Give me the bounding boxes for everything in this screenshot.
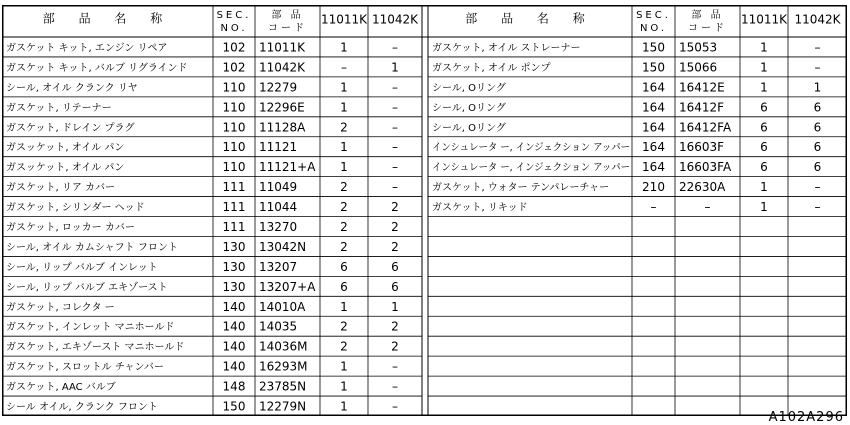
table-header — [43, 8, 842, 34]
qty-11042k: 2 — [391, 200, 399, 215]
table-row — [6, 220, 399, 234]
header-part-code: 部 品 — [271, 10, 304, 21]
table-row — [432, 120, 821, 134]
part-name: ガスケット, オイル ストレーナー — [432, 42, 581, 54]
header-part-name: 部 品 名 称 — [42, 11, 173, 26]
figure-code: A102A296 — [768, 410, 844, 425]
qty-11042k: – — [392, 80, 398, 95]
part-code: 11011K — [259, 40, 306, 55]
sec-number: 110 — [222, 80, 246, 95]
sec-number: – — [650, 200, 657, 215]
sec-number: 110 — [222, 160, 246, 175]
part-code: 11121+A — [259, 160, 316, 175]
qty-11042k: – — [814, 180, 821, 195]
part-code: 16603FA — [679, 160, 732, 175]
qty-11042k: – — [392, 40, 398, 55]
table-row — [6, 120, 398, 134]
part-code: 13270 — [259, 220, 298, 234]
sec-number: 164 — [642, 80, 665, 95]
sec-number: 102 — [222, 60, 246, 75]
sec-number: 164 — [642, 160, 665, 175]
part-code: 11044 — [259, 200, 298, 215]
parts-table — [2, 5, 847, 416]
qty-11011k: 6 — [760, 100, 768, 115]
header-sec: SEC. — [636, 10, 671, 21]
qty-11042k: – — [392, 379, 398, 394]
qty-11011k: 2 — [340, 239, 348, 254]
part-code: 13042N — [259, 239, 307, 254]
part-code: 23785N — [259, 379, 307, 394]
header-part-code: コード — [268, 23, 307, 34]
sec-number: 111 — [222, 220, 246, 234]
part-name: ガスケット, リテーナー — [6, 102, 112, 114]
part-code: 14036M — [259, 339, 308, 354]
table-row — [6, 100, 398, 114]
part-code: 15066 — [679, 60, 718, 75]
qty-11042k: 2 — [391, 319, 399, 334]
sec-number: 110 — [222, 100, 246, 115]
sec-number: 130 — [222, 259, 246, 274]
part-name: ガスケット キット, エンジン リペア — [6, 42, 168, 54]
qty-11011k: 6 — [340, 279, 348, 294]
qty-11042k: 2 — [391, 220, 399, 234]
part-code: 12296E — [259, 100, 305, 115]
header-part-code: コード — [688, 23, 727, 34]
header-model-11011k: 11011K — [320, 12, 368, 27]
qty-11011k: 1 — [340, 299, 348, 314]
part-code: 16293M — [259, 359, 308, 374]
part-name: ガスケット, AAC バルブ — [6, 382, 116, 394]
table-row — [432, 80, 821, 94]
sec-number: 111 — [222, 200, 246, 215]
part-name: ガスケット, エキゾースト マニホールド — [6, 342, 185, 354]
sec-number: 130 — [222, 239, 246, 254]
qty-11011k: 1 — [340, 379, 348, 394]
part-code: 16412E — [679, 80, 725, 95]
qty-11011k: 1 — [340, 359, 348, 374]
table-row — [432, 40, 821, 54]
part-name: ガスケット, スロットル チャンバー — [6, 362, 164, 374]
table-row — [432, 180, 821, 194]
part-code: 12279 — [259, 80, 298, 95]
table-row — [6, 360, 398, 374]
sec-number: 111 — [222, 180, 246, 195]
table-row — [6, 200, 399, 214]
part-code: 11042K — [259, 60, 306, 75]
part-code: – — [704, 200, 711, 215]
qty-11042k: – — [392, 100, 398, 115]
part-code: 22630A — [679, 180, 726, 195]
part-code: 11121 — [259, 140, 298, 155]
table-body — [6, 40, 821, 413]
sec-number: 210 — [642, 180, 665, 195]
qty-11042k: – — [814, 40, 821, 55]
part-name: ガスケット, リア カバー — [6, 182, 116, 194]
header-part-code: 部 品 — [691, 10, 724, 21]
part-code: 16603F — [679, 140, 725, 155]
sec-number: 150 — [222, 399, 246, 414]
qty-11011k: 1 — [340, 100, 348, 115]
qty-11011k: 1 — [340, 140, 348, 155]
qty-11011k: 2 — [340, 220, 348, 234]
qty-11042k: 6 — [813, 160, 822, 175]
part-name: ガスケット, インレット マニホールド — [6, 322, 175, 334]
qty-11042k: – — [814, 60, 821, 75]
part-name: インシュレータ ー, インジェクション アッパー — [432, 142, 643, 154]
qty-11011k: 1 — [340, 160, 348, 175]
header-sec: SEC. — [216, 10, 252, 21]
table-row — [6, 140, 398, 154]
qty-11011k: – — [341, 60, 347, 75]
table-row — [432, 100, 821, 114]
qty-11042k: 6 — [813, 100, 822, 115]
table-row — [6, 400, 398, 414]
part-code: 15053 — [679, 40, 718, 55]
part-name: ガスッケット, オイル パン — [6, 162, 125, 174]
qty-11042k: – — [392, 180, 398, 195]
qty-11011k: 2 — [340, 339, 348, 354]
part-code: 16412F — [679, 100, 725, 115]
sec-number: 110 — [222, 120, 246, 135]
qty-11011k: 2 — [340, 120, 348, 135]
part-name: インシュレータ ー, インジェクション アッパー — [432, 162, 643, 174]
sec-number: 164 — [642, 100, 665, 115]
qty-11011k: 1 — [760, 200, 768, 215]
qty-11011k: 1 — [760, 60, 768, 75]
table-row — [6, 160, 398, 174]
qty-11042k: 1 — [813, 80, 822, 95]
qty-11011k: 2 — [340, 200, 348, 215]
part-name: シール, リップ バルブ インレット — [6, 262, 158, 274]
part-name: シール, オイル クランク リヤ — [6, 82, 138, 94]
qty-11011k: 6 — [340, 259, 348, 274]
table-row — [432, 160, 821, 174]
qty-11042k: 6 — [391, 259, 399, 274]
part-code: 14010A — [259, 299, 306, 314]
part-code: 13207 — [259, 259, 298, 274]
table-row — [432, 60, 821, 74]
qty-11011k: 1 — [760, 40, 768, 55]
part-code: 16412FA — [679, 120, 732, 135]
part-name: ガスケット, コレクタ ー — [6, 302, 115, 314]
qty-11042k: 2 — [391, 339, 399, 354]
qty-11042k: – — [392, 359, 398, 374]
sec-number: 164 — [642, 120, 665, 135]
part-code: 14035 — [259, 319, 298, 334]
qty-11011k: 1 — [760, 180, 768, 195]
qty-11042k: – — [392, 399, 398, 414]
header-model-11042k: 11042K — [794, 12, 841, 27]
qty-11042k: – — [392, 140, 398, 155]
part-name: ガスケット, ロッカー カバー — [6, 222, 135, 234]
sec-number: 148 — [222, 379, 246, 394]
part-name: シール, Oリング — [432, 102, 506, 114]
part-code: 11049 — [259, 180, 298, 195]
sec-number: 130 — [222, 279, 246, 294]
table-row — [432, 200, 821, 214]
sec-number: 140 — [222, 359, 246, 374]
qty-11042k: 1 — [391, 60, 399, 75]
header-model-11011k: 11011K — [740, 12, 788, 27]
qty-11011k: 1 — [340, 40, 348, 55]
part-name: シール, オイル カムシャフト フロント — [6, 242, 178, 254]
part-name: シール, Oリング — [432, 122, 506, 134]
part-code: 11128A — [259, 120, 306, 135]
qty-11042k: – — [392, 120, 398, 135]
sec-number: 140 — [222, 319, 246, 334]
table-row — [6, 60, 399, 74]
sec-number: 110 — [222, 140, 246, 155]
part-name: ガスッケット, オイル パン — [6, 142, 125, 154]
header-model-11042k: 11042K — [371, 12, 419, 27]
qty-11042k: 6 — [813, 140, 822, 155]
qty-11042k: – — [814, 200, 821, 215]
qty-11011k: 1 — [340, 399, 348, 414]
table-row — [432, 140, 821, 154]
qty-11042k: 6 — [391, 279, 399, 294]
qty-11011k: 6 — [760, 140, 768, 155]
part-name: ガスケット, リキッド — [432, 202, 528, 214]
table-row — [6, 300, 399, 314]
qty-11042k: 6 — [813, 120, 822, 135]
qty-11042k: – — [392, 160, 398, 175]
header-part-name: 部 品 名 称 — [465, 11, 595, 26]
qty-11011k: 2 — [340, 180, 348, 195]
qty-11042k: 1 — [391, 299, 399, 314]
part-name: ガスケット, オイル ポンプ — [432, 62, 551, 74]
part-name: ガスケット, シリンダー ヘッド — [6, 202, 145, 214]
table-row — [6, 260, 399, 274]
part-name: シール, Oリング — [432, 82, 506, 94]
sec-number: 140 — [222, 299, 246, 314]
part-name: シール, リップ バルブ エキゾースト — [6, 282, 168, 294]
table-row — [6, 340, 399, 354]
qty-11011k: 2 — [340, 319, 348, 334]
table-row — [6, 240, 399, 254]
header-sec: NO. — [639, 23, 668, 34]
header-sec: NO. — [220, 23, 248, 34]
table-row — [6, 380, 398, 394]
part-code: 13207+A — [259, 279, 316, 294]
table-row — [6, 40, 398, 54]
part-code: 12279N — [259, 399, 307, 414]
sec-number: 140 — [222, 339, 246, 354]
part-name: ガスケット キット, バルブ リグラインド — [6, 62, 188, 74]
table-row — [6, 280, 399, 294]
table-row — [6, 180, 398, 194]
sec-number: 164 — [642, 140, 665, 155]
qty-11042k: 2 — [391, 239, 399, 254]
sec-number: 102 — [222, 40, 246, 55]
qty-11011k: 1 — [760, 80, 768, 95]
sec-number: 150 — [642, 60, 665, 75]
table-row — [6, 320, 399, 334]
qty-11011k: 6 — [760, 120, 768, 135]
qty-11011k: 1 — [340, 80, 348, 95]
table-row — [6, 80, 398, 94]
part-name: ガスケット, ドレイン プラグ — [6, 122, 135, 134]
part-name: シール オイル, クランク フロント — [6, 402, 158, 414]
qty-11011k: 6 — [760, 160, 768, 175]
sec-number: 150 — [642, 40, 665, 55]
part-name: ガスケット, ウォター テンパレーチャー — [432, 182, 610, 194]
